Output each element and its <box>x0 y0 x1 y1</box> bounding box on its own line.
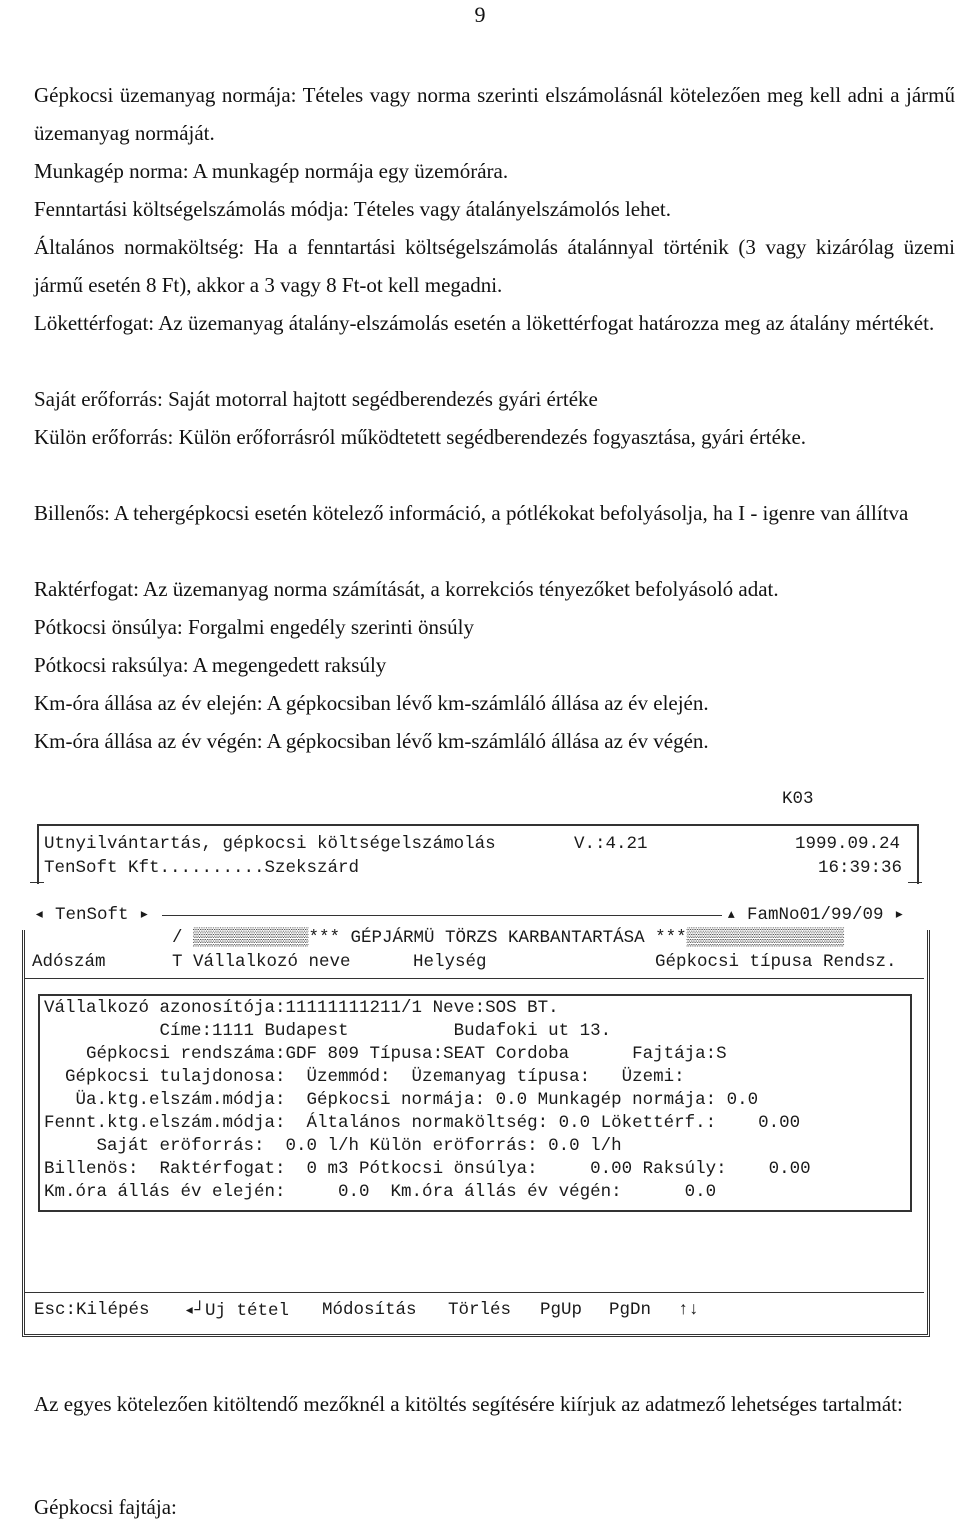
form-line-owner-id[interactable]: Vállalkozó azonosítója:11111111211/1 Neve:SOS BT. <box>44 998 559 1018</box>
form-line-address[interactable]: Címe:1111 Budapest Budafoki ut 13. <box>44 1021 612 1041</box>
screen-title: / ▒▒▒▒▒▒▒▒▒▒▒*** GÉPJÁRMÜ TÖRZS KARBANTARTÁSA ***▒▒▒▒▒▒▒▒▒▒▒▒▒▒▒ <box>172 928 845 948</box>
paragraph-field-contents: Az egyes kötelezően kitöltendő mezőknél a kitöltés segítésére kiírjuk az adatmező lehetséges tartalmát: <box>34 1392 903 1416</box>
screen-time: 16:39:36 <box>818 858 903 878</box>
company-name: TenSoft Kft..........Szekszárd <box>44 858 360 878</box>
paragraph-maintenance-mode: Fenntartási költségelszámolás módja: Tételes vagy átalányelszámolós lehet. <box>34 197 672 221</box>
column-city: Helység <box>413 952 487 972</box>
vendor-label: ◂ TenSoft ▸ <box>34 905 150 925</box>
paragraph-displacement: Lökettérfogat: Az üzemanyag átalány-elszámolás esetén a lökettérfogat határozza meg az átalány mértékét. <box>34 311 935 335</box>
key-page-up[interactable]: PgUp <box>540 1300 583 1320</box>
app-title: Utnyilvántartás, gépkocsi költségelszámolás <box>44 834 496 854</box>
paragraph-trailer-weight: Pótkocsi önsúlya: Forgalmi engedély szerinti önsúly <box>34 615 474 639</box>
column-vehicle-type: Gépkocsi típusa Rendsz. <box>655 952 897 972</box>
paragraph-machine-norm: Munkagép norma: A munkagép normája egy üzemórára. <box>34 159 509 183</box>
screen-date: 1999.09.24 <box>795 834 901 854</box>
paragraph-km-end: Km-óra állása az év végén: A gépkocsiban lévő km-számláló állása az év végén. <box>34 729 709 753</box>
form-line-cargo[interactable]: Billenös: Raktérfogat: 0 m3 Pótkocsi önsúlya: 0.00 Raksúly: 0.00 <box>44 1159 811 1179</box>
paragraph-own-power: Saját erőforrás: Saját motorral hajtott segédberendezés gyári értéke <box>34 387 598 411</box>
form-line-fuel-mode[interactable]: Üa.ktg.elszám.módja: Gépkocsi normája: 0.0 Munkagép normája: 0.0 <box>44 1090 759 1110</box>
column-business-name: T Vállalkozó neve <box>172 952 351 972</box>
paragraph-trailer-load: Pótkocsi raksúlya: A megengedett raksúly <box>34 653 387 677</box>
key-delete[interactable]: Törlés <box>448 1300 512 1320</box>
paragraph-tipper: Billenős: A tehergépkocsi esetén kötelező információ, a pótlékokat befolyásolja, ha I - igenre van állítva <box>34 501 909 525</box>
form-line-plate[interactable]: Gépkocsi rendszáma:GDF 809 Típusa:SEAT Cordoba Fajtája:S <box>44 1044 727 1064</box>
vendor-rule <box>162 915 722 916</box>
header-frame-foot-right <box>908 882 922 883</box>
key-modify[interactable]: Módosítás <box>322 1300 417 1320</box>
column-tax-number: Adószám <box>32 952 106 972</box>
paragraph-cargo-volume: Raktérfogat: Az üzemanyag norma számítását, a korrekciós tényezőket befolyásoló adat. <box>34 577 779 601</box>
paragraph-separate-power: Külön erőforrás: Külön erőforrásról működtetett segédberendezés fogyasztása, gyári értéke. <box>34 425 807 449</box>
column-header-rule <box>25 978 924 979</box>
key-escape[interactable]: Esc:Kilépés <box>34 1300 150 1320</box>
paragraph-general-cost: Általános normaköltség: Ha a fenntartási költségelszámolás átalánnyal történik (3 vagy kizárólag üzemi jármű esetén 8 Ft), akkor a 3 vagy 8 Ft-ot kell megadni. <box>34 235 955 297</box>
heading-vehicle-kind: Gépkocsi fajtája: <box>34 1495 177 1519</box>
fam-number: ▴ FamNo01/99/09 ▸ <box>726 905 905 925</box>
key-page-down[interactable]: PgDn <box>609 1300 652 1320</box>
key-new-item[interactable]: ◂┘Uj tétel <box>184 1301 290 1321</box>
paragraph-fuel-norm: Gépkocsi üzemanyag normája: Tételes vagy norma szerinti elszámolásnál kötelezően meg kell adni a jármű üzemanyag normáját. <box>34 83 955 145</box>
form-line-maintenance[interactable]: Fennt.ktg.elszám.módja: Általános normaköltség: 0.0 Lökettérf.: 0.00 <box>44 1113 801 1133</box>
paragraph-km-start: Km-óra állása az év elején: A gépkocsiban lévő km-számláló állása az év elején. <box>34 691 709 715</box>
key-arrows[interactable]: ↑↓ <box>678 1300 700 1320</box>
footer-rule <box>25 1292 924 1293</box>
header-frame-foot-left <box>30 882 44 883</box>
form-line-odometer[interactable]: Km.óra állás év elején: 0.0 Km.óra állás év végén: 0.0 <box>44 1182 717 1202</box>
page-number: 9 <box>474 2 486 27</box>
form-line-owner[interactable]: Gépkocsi tulajdonosa: Üzemmód: Üzemanyag típusa: Üzemi: <box>44 1067 685 1087</box>
app-version: V.:4.21 <box>574 834 648 854</box>
screen-code: K03 <box>782 789 814 809</box>
form-line-power[interactable]: Saját eröforrás: 0.0 l/h Külön eröforrás: 0.0 l/h <box>44 1136 622 1156</box>
